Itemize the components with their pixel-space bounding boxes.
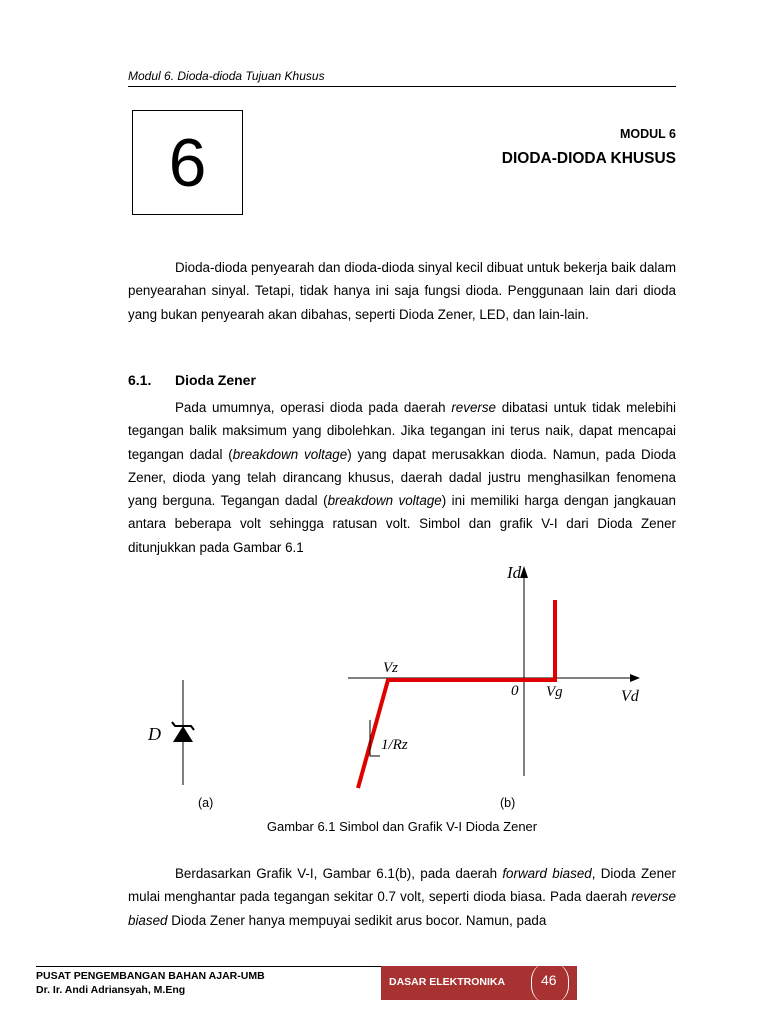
text-run: Pada umumnya, operasi dioda pada daerah xyxy=(175,400,452,415)
origin-label: 0 xyxy=(511,683,519,699)
emphasis-reverse-biased: reverse biased xyxy=(128,889,676,928)
emphasis-forward: forward biased xyxy=(502,866,592,881)
intro-paragraph xyxy=(128,256,676,326)
section-number: 6.1. xyxy=(128,372,152,388)
axis-x-label: Vd xyxy=(621,688,639,705)
symbol-label: D xyxy=(148,724,161,744)
text-run: Dioda Zener hanya mempuyai sedikit arus bocor. Namun, pada xyxy=(167,912,547,928)
zener-diode-symbol xyxy=(173,726,193,742)
y-axis-arrow xyxy=(520,566,528,578)
subfigure-a-label: (a) xyxy=(198,796,214,810)
section-paragraph xyxy=(128,396,676,559)
text-run: ) yang dapat merusakkan dioda. Namun, pada Dioda Zener, dioda yang telah dirancang khusus, daerah dadal justru menghasilkan fenomena yang berguna. Tegangan dadal ( xyxy=(128,446,676,509)
module-label: MODUL 6 xyxy=(619,127,676,141)
body-paragraph-2 xyxy=(128,862,676,932)
footer-divider xyxy=(36,966,381,967)
text-run: , Dioda Zener mulai menghantar pada tegangan sekitar 0.7 volt, seperti dioda biasa. Pada daerah xyxy=(128,866,676,905)
chapter-number: 6 xyxy=(168,124,207,201)
text-run: ) ini memiliki harga dengan jangkauan antara beberapa volt sehingga ratusan volt. Simbol dan grafik V-I dari Dioda Zener ditunjukkan pada Gambar 6.1 xyxy=(128,493,676,555)
intro-text: Dioda-dioda penyearah dan dioda-dioda sinyal kecil dibuat untuk bekerja baik dalam penyearahan sinyal. Tetapi, tidak hanya ini saja fungsi dioda. Penggunaan lain dari dioda yang bukan penyearah akan dibahas, seperti Dioda Zener, LED, dan lain-lain. xyxy=(128,260,676,322)
text-run: dibatasi untuk tidak melebihi tegangan balik maksimum yang dibolehkan. Jika tegangan ini terus naik, dapat mencapai tegangan dadal ( xyxy=(128,400,676,462)
module-title: DIODA-DIODA KHUSUS xyxy=(501,150,676,167)
emphasis-breakdown: breakdown voltage xyxy=(232,446,348,462)
section-title: Dioda Zener xyxy=(175,372,256,388)
text-run: Berdasarkan Grafik V-I, Gambar 6.1(b), pada daerah xyxy=(175,866,503,881)
emphasis-reverse: reverse xyxy=(451,400,496,415)
slope-label: 1/Rz xyxy=(381,737,408,753)
zener-figure xyxy=(128,560,676,820)
figure-caption: Gambar 6.1 Simbol dan Grafik V-I Dioda Zener xyxy=(266,819,538,834)
footer-author: Dr. Ir. Andi Adriansyah, M.Eng xyxy=(36,984,186,996)
footer-subject: DASAR ELEKTRONIKA xyxy=(389,976,506,988)
vg-label: Vg xyxy=(546,684,563,700)
header-divider xyxy=(128,86,676,87)
footer-institution: PUSAT PENGEMBANGAN BAHAN AJAR-UMB xyxy=(36,970,265,982)
section-heading xyxy=(128,372,256,388)
axis-y-label: Id xyxy=(507,563,522,582)
running-header: Modul 6. Dioda-dioda Tujuan Khusus xyxy=(128,69,325,83)
x-axis-arrow xyxy=(630,674,640,682)
vi-curve xyxy=(358,600,555,788)
emphasis-breakdown: breakdown voltage xyxy=(327,493,442,509)
page-number: 46 xyxy=(541,972,557,988)
subfigure-b-label: (b) xyxy=(500,796,516,810)
vz-label: Vz xyxy=(383,660,398,676)
footer-subject-band xyxy=(381,966,577,1000)
chapter-number-box xyxy=(132,110,243,215)
footer-credits xyxy=(36,969,265,997)
